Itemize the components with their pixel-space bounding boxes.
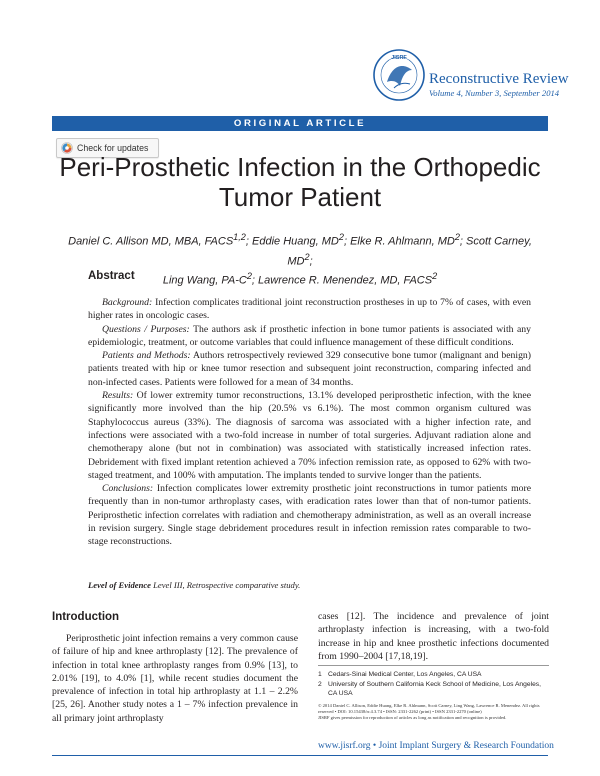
abstract-paragraph <box>88 389 531 482</box>
left-column <box>52 632 298 725</box>
author-name: Eddie Huang, MD <box>252 235 339 248</box>
author-name: Lawrence R. Menendez, MD, FACS <box>258 274 433 287</box>
footer-url-link[interactable]: www.jisrf.org <box>318 741 371 751</box>
body-paragraph: cases [12]. The incidence and prevalence of joint arthroplasty infection is increasing, with a two-fold increase in hip and knee prosthetic infections documented from 1990–2004 [17,18,19]. <box>318 611 549 662</box>
author-line: Ling Wang, $PA-C^2$; Lawrence R. Menendez, MD, FACS$^2$ <box>162 271 438 287</box>
copyright-line: JISRF gives permission for reproduction of articles as long as notification and recognition is provided. <box>318 715 507 720</box>
author-name: Ling Wang, PA-C <box>162 274 247 287</box>
author-name: Scott Carney, MD <box>287 235 532 268</box>
abstract-body <box>88 296 531 549</box>
author-affiliation: 2 <box>338 232 344 242</box>
abstract-section-label: Questions / Purposes: <box>102 323 190 335</box>
journal-logo <box>372 48 426 102</box>
level-of-evidence-text: Level III, Retrospective comparative study. <box>151 580 301 590</box>
abstract-section-text: Authors retrospectively reviewed 329 consecutive bone tumor (malignant and benign) patients treated with hip or knee tumor resection and subsequent joint reconstruction, comparing infected and non-infected cases. Patients were followed for a mean of 34 months. <box>88 350 531 388</box>
author-affiliation: 1,2 <box>233 232 246 242</box>
author-affiliation: 2 <box>304 251 310 262</box>
page-footer: www.jisrf.org • Joint Implant Surgery & Research Foundation <box>318 741 554 751</box>
copyright-line: © 2014 Daniel C. Allison, Eddie Huang, Elke R. Ahlmann, Scott Carney, Ling Wang, Lawrence R. Menendez. All rights reserved • DOI: 10.15438/rr.4.3.74 • ISSN: 2331-2262 (print) • ISSN 2331-2270 (online) <box>318 703 540 714</box>
abstract-section-text: The authors ask if prosthetic infection in bone tumor patients is associated with any epidemiologic, treatment, or outcome variables that could influence management of these difficult conditions. <box>88 323 531 348</box>
abstract-heading: Abstract <box>88 270 135 282</box>
abstract-section-label: Patients and Methods: <box>102 350 191 362</box>
abstract-section-label: Conclusions: <box>102 483 154 495</box>
right-column <box>318 610 549 663</box>
article-title-line: Peri-Prosthetic Infection in the Orthopedic <box>59 152 541 182</box>
body-paragraph: Periprosthetic joint infection remains a very common cause of failure of hip and knee arthroplasty [12]. The prevalence of infection in total knee arthroplasty ranges from 0.9% [13], to 2.01% [19], to 4.0% [1], while recent studies document the prevalence of infection in total hip arthroplasty at 1.1 – 2.2% [25, 26]. Another study notes a 1 – 7% infection prevalence in all primary joint arthroplasty <box>52 633 298 724</box>
level-of-evidence-label: Level of Evidence <box>88 580 151 590</box>
affiliation-footnotes <box>318 670 549 699</box>
abstract-paragraph <box>88 482 531 548</box>
footer-divider <box>52 755 548 756</box>
abstract-paragraph <box>88 349 531 389</box>
abstract-section-label: Results: <box>102 390 134 402</box>
abstract-paragraph <box>88 296 531 323</box>
abstract-section-text: Infection complicates lower extremity prosthetic joint reconstructions in tumor patients more frequently than in non-tumor arthroplasty cases, with eradication rates lower than that of non-tumor patients. Periprosthetic infection correlates with radiation and chemotherapy administration, as well as an overall increase in revision surgery. Single stage debridement procedures result in infection remission rates comparable to two-stage reconstructions. <box>88 483 531 548</box>
level-of-evidence <box>88 580 300 590</box>
logo-text: JISRF <box>391 55 407 61</box>
journal-issue: Volume 4, Number 3, September 2014 <box>429 88 560 98</box>
footnote-text: University of Southern California Keck School of Medicine, Los Angeles, CA USA <box>328 680 541 697</box>
introduction-heading: Introduction <box>52 611 120 623</box>
copyright-notice <box>318 703 549 721</box>
author-affiliation: 2 <box>454 232 460 242</box>
footnote-text: Cedars-Sinai Medical Center, Los Angeles, CA USA <box>328 671 482 678</box>
abstract-section-text: Infection complicates traditional joint reconstruction prostheses in up to 7% of cases, with even higher rates in oncologic cases. <box>88 297 531 322</box>
author-affiliation: 2 <box>246 271 252 282</box>
author-affiliation: 2 <box>432 271 438 282</box>
article-title-line: Tumor Patient <box>218 182 382 212</box>
abstract-section-label: Background: <box>102 297 153 308</box>
author-name: Elke R. Ahlmann, MD <box>350 235 455 248</box>
article-title <box>40 152 560 212</box>
author-line: Daniel C. Allison MD, MBA, FACS$^{1,2}$; Eddie Huang, $MD^2$; Elke R. Ahlmann, $MD^2$; Scott Carney, $MD^2$; <box>68 232 532 268</box>
footer-organization: Joint Implant Surgery & Research Foundation <box>378 741 554 751</box>
journal-name: Reconstructive Review <box>429 71 569 87</box>
author-name: Daniel C. Allison MD, MBA, FACS <box>68 235 234 248</box>
abstract-section-text: Of lower extremity tumor reconstructions, 13.1% developed periprosthetic infection, with the knee significantly more involved than the hip (20.5% vs 6.1%). The most common organism cultured was Staphylococcus aureus (33%). The diagnosis of sarcoma was associated with a higher infection rate, and infections were associated with a two-fold increase in number of total surgeries. Adjuvant radiation alone and chemotherapy alone (but not in combination) was associated with statistically increased infection rates. Debridement with fixed implant retention achieved a 70% infection remission rate, as opposed to 62% with two-staged treatment, and 100% with amputation. The implants tended to survive longer than the patients. <box>88 390 531 481</box>
article-type-banner: ORIGINAL ARTICLE <box>52 116 548 131</box>
footnote: 2 University of Southern California Keck School of Medicine, Los Angeles, CA USA <box>318 680 541 697</box>
check-updates-label: Check for updates <box>77 143 149 153</box>
abstract-paragraph <box>88 323 531 350</box>
footnote-divider <box>318 665 549 666</box>
footnote: 1 Cedars-Sinai Medical Center, Los Angeles, CA USA <box>318 671 482 678</box>
